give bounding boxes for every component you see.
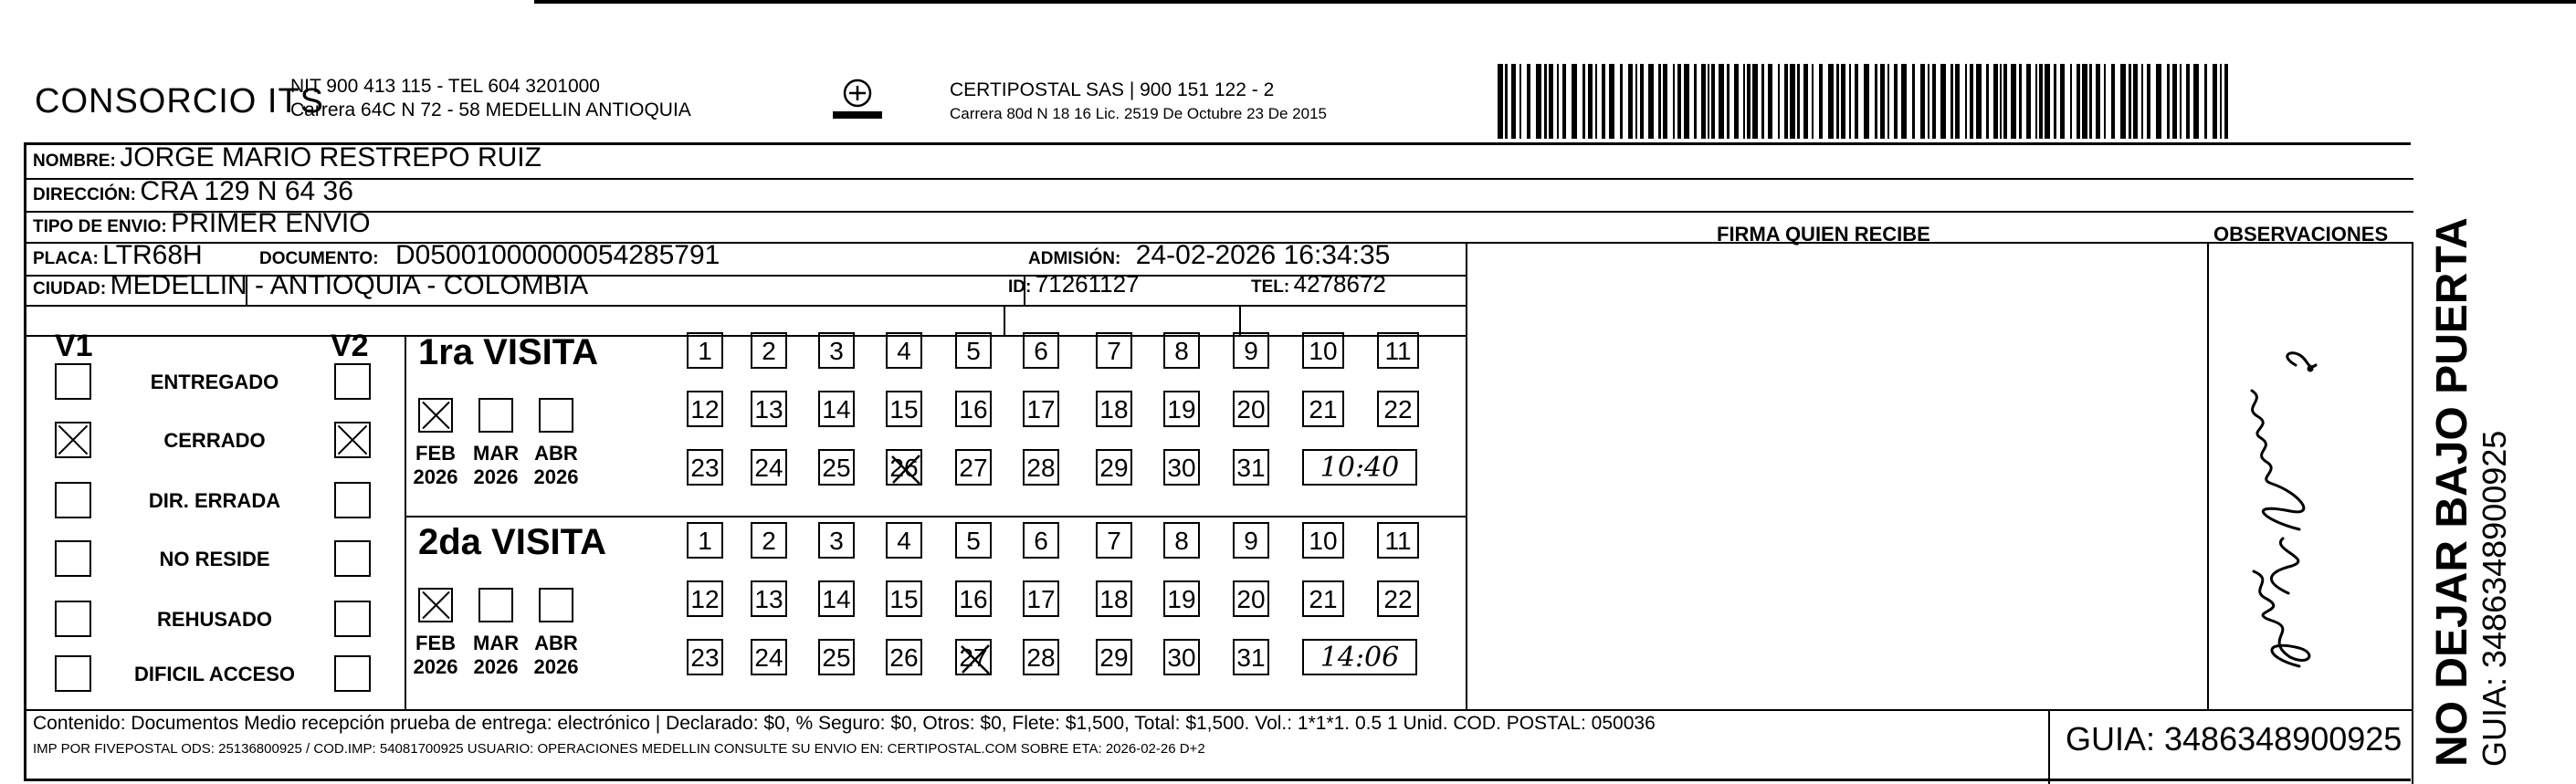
v1-checkbox[interactable] xyxy=(55,363,91,400)
barcode-bar xyxy=(2000,64,2002,139)
visit-time: 10:40 xyxy=(1302,449,1417,486)
day-box[interactable]: 2 xyxy=(751,332,787,369)
visit-title: 1ra VISITA xyxy=(418,332,599,372)
day-box[interactable]: 26 xyxy=(886,449,922,486)
barcode-bar xyxy=(1544,64,1547,139)
day-box[interactable]: 8 xyxy=(1163,332,1200,369)
firma-header: FIRMA QUIEN RECIBE xyxy=(1717,223,1930,246)
month-checkbox[interactable] xyxy=(478,588,513,622)
day-box[interactable]: 28 xyxy=(1023,639,1059,675)
certipostal-nit: CERTIPOSTAL SAS | 900 151 122 - 2 xyxy=(950,79,1275,100)
day-box[interactable]: 12 xyxy=(687,391,723,427)
barcode-bar xyxy=(1628,64,1633,139)
barcode xyxy=(1498,64,2228,139)
barcode-bar xyxy=(2026,64,2031,139)
nombre-label: NOMBRE: xyxy=(33,152,116,171)
barcode-bar xyxy=(1880,64,1885,139)
barcode-bar xyxy=(2133,64,2138,139)
day-box[interactable]: 23 xyxy=(687,449,723,486)
barcode-bar xyxy=(1797,64,1800,139)
barcode-bar xyxy=(2213,64,2217,139)
barcode-bar xyxy=(1609,64,1614,139)
day-box[interactable]: 29 xyxy=(1096,639,1132,675)
recipient-signature xyxy=(2208,265,2381,712)
placa-label: PLACA: xyxy=(33,249,99,268)
documento-label: DOCUMENTO: xyxy=(259,249,379,268)
footer-guia: GUIA: 3486348900925 xyxy=(2066,720,2403,758)
day-box[interactable]: 7 xyxy=(1096,332,1132,369)
day-box[interactable]: 25 xyxy=(818,449,855,486)
barcode-bar xyxy=(1993,64,1998,139)
barcode-bar xyxy=(1602,64,1605,139)
status-label: DIFICIL ACCESO xyxy=(133,663,295,685)
barcode-bar xyxy=(2054,64,2056,139)
month-checkbox[interactable] xyxy=(539,588,573,622)
v2-checkbox[interactable] xyxy=(334,540,371,577)
direccion-row xyxy=(33,176,353,207)
day-box[interactable]: 9 xyxy=(1233,522,1269,559)
day-box[interactable]: 22 xyxy=(1377,391,1419,427)
nombre-row xyxy=(33,142,541,173)
barcode-bar xyxy=(2045,64,2050,139)
barcode-bar xyxy=(1701,64,1706,139)
day-box[interactable]: 17 xyxy=(1023,391,1059,427)
day-box[interactable]: 3 xyxy=(818,522,855,559)
v2-checkbox[interactable] xyxy=(334,363,371,400)
barcode-bar xyxy=(1887,64,1889,139)
barcode-bar xyxy=(2156,64,2161,139)
barcode-bar xyxy=(1734,64,1739,139)
v1-checkbox[interactable] xyxy=(55,540,91,577)
direccion-value: CRA 129 N 64 36 xyxy=(140,176,353,206)
barcode-bar xyxy=(1663,64,1667,139)
v1-checkbox[interactable] xyxy=(55,601,91,637)
v2-checkbox[interactable] xyxy=(334,482,371,518)
day-box[interactable]: 9 xyxy=(1233,332,1269,369)
status-label: CERRADO xyxy=(163,429,266,452)
day-box[interactable]: 14 xyxy=(818,580,855,617)
day-box[interactable]: 15 xyxy=(886,580,922,617)
barcode-bar xyxy=(1932,64,1936,139)
barcode-bar xyxy=(1588,64,1593,139)
v2-header: V2 xyxy=(331,329,369,363)
v1-header: V1 xyxy=(55,329,93,363)
month-label: MAR 2026 xyxy=(473,632,520,678)
ciudad-value: MEDELLIN - ANTIOQUIA - COLOMBIA xyxy=(110,270,589,300)
month-label: FEB 2026 xyxy=(413,632,458,678)
barcode-bar xyxy=(1950,64,1953,139)
barcode-bar xyxy=(1901,64,1907,139)
barcode-bar xyxy=(2204,64,2207,139)
day-box[interactable]: 26 xyxy=(886,639,922,675)
side-notice xyxy=(2429,217,2513,767)
day-box[interactable]: 23 xyxy=(687,639,723,675)
day-box[interactable]: 20 xyxy=(1233,391,1269,427)
admision-value: 24-02-2026 16:34:35 xyxy=(1135,240,1391,270)
barcode-bar xyxy=(1677,64,1681,139)
barcode-bar xyxy=(1940,64,1946,139)
day-box[interactable]: 4 xyxy=(886,332,922,369)
barcode-bar xyxy=(2019,64,2022,139)
side-notice-title: NO DEJAR BAJO PUERTA xyxy=(2428,217,2476,767)
id-value: 71261127 xyxy=(1035,270,1140,298)
barcode-bar xyxy=(1519,64,1521,139)
company-address: Carrera 64C N 72 - 58 MEDELLIN ANTIOQUIA xyxy=(290,99,691,120)
day-x-mark xyxy=(959,643,992,675)
nombre-value: JORGE MARIO RESTREPO RUIZ xyxy=(120,142,541,172)
barcode-bar xyxy=(1912,64,1915,139)
day-box[interactable]: 18 xyxy=(1096,580,1132,617)
id-label: ID: xyxy=(1008,277,1032,297)
company-name: CONSORCIO ITS xyxy=(35,82,325,120)
barcode-bar xyxy=(1648,64,1654,139)
barcode-bar xyxy=(1708,64,1709,139)
day-box[interactable]: 31 xyxy=(1233,639,1269,675)
documento-value: D05001000000054285791 xyxy=(395,240,720,270)
barcode-bar xyxy=(1640,64,1644,139)
barcode-bar xyxy=(1875,64,1877,139)
day-box[interactable]: 12 xyxy=(687,580,723,617)
barcode-bar xyxy=(1986,64,1989,139)
barcode-bar xyxy=(1976,64,1982,139)
month-checkbox[interactable] xyxy=(478,398,513,433)
month-checkbox[interactable] xyxy=(418,588,453,622)
status-label: NO RESIDE xyxy=(159,548,270,570)
barcode-bar xyxy=(2193,64,2199,139)
barcode-bar xyxy=(1549,64,1553,139)
tel-label: TEL: xyxy=(1251,277,1290,297)
day-box[interactable]: 16 xyxy=(955,391,992,427)
barcode-bar xyxy=(1970,64,1973,139)
barcode-bar xyxy=(1562,64,1566,139)
ciudad-row xyxy=(33,270,588,301)
day-box[interactable]: 5 xyxy=(955,332,992,369)
barcode-bar xyxy=(2011,64,2016,139)
placa-value: LTR68H xyxy=(102,240,203,270)
barcode-bar xyxy=(1658,64,1661,139)
barcode-bar xyxy=(1928,64,1929,139)
day-box[interactable]: 24 xyxy=(751,639,787,675)
tel-row xyxy=(1251,270,1386,298)
barcode-bar xyxy=(2129,64,2131,139)
top-rule xyxy=(534,0,2576,4)
barcode-bar xyxy=(1752,64,1758,139)
barcode-bar xyxy=(2060,64,2065,139)
barcode-bar xyxy=(1719,64,1724,139)
ciudad-label: CIUDAD: xyxy=(33,279,107,298)
day-box[interactable]: 13 xyxy=(751,391,787,427)
barcode-bar xyxy=(2147,64,2150,139)
placa-row xyxy=(33,240,203,271)
observaciones-header: OBSERVACIONES xyxy=(2213,223,2389,246)
barcode-bar xyxy=(1920,64,1925,139)
day-box[interactable]: 20 xyxy=(1233,580,1269,617)
tipo-label: TIPO DE ENVIO: xyxy=(33,217,167,236)
day-box[interactable]: 7 xyxy=(1096,522,1132,559)
day-box[interactable]: 4 xyxy=(886,522,922,559)
day-box[interactable]: 30 xyxy=(1163,639,1200,675)
side-guia: GUIA: 3486348900925 xyxy=(2476,430,2513,767)
barcode-bar xyxy=(1803,64,1808,139)
documento-row xyxy=(259,240,720,271)
barcode-bar xyxy=(1965,64,1967,139)
barcode-bar xyxy=(1894,64,1898,139)
day-box[interactable]: 11 xyxy=(1377,332,1419,369)
visit-title: 2da VISITA xyxy=(418,522,606,562)
barcode-bar xyxy=(2186,64,2190,139)
form-frame xyxy=(24,142,2411,781)
barcode-bar xyxy=(1761,64,1764,139)
barcode-bar xyxy=(2082,64,2087,139)
barcode-bar xyxy=(1498,64,1503,139)
barcode-bar xyxy=(2039,64,2043,139)
barcode-bar xyxy=(2167,64,2170,139)
day-box[interactable]: 13 xyxy=(751,580,787,617)
admision-row xyxy=(1028,240,1390,271)
day-box[interactable]: 22 xyxy=(1377,580,1419,617)
day-box[interactable]: 21 xyxy=(1302,580,1344,617)
day-box[interactable]: 25 xyxy=(818,639,855,675)
day-box[interactable]: 31 xyxy=(1233,449,1269,486)
day-box[interactable]: 10 xyxy=(1302,332,1344,369)
barcode-bar xyxy=(1727,64,1730,139)
day-box[interactable]: 5 xyxy=(955,522,992,559)
barcode-bar xyxy=(1864,64,1869,139)
direccion-label: DIRECCIÓN: xyxy=(33,185,136,204)
barcode-bar xyxy=(1635,64,1637,139)
barcode-bar xyxy=(2089,64,2092,139)
barcode-bar xyxy=(1828,64,1834,139)
barcode-bar xyxy=(1620,64,1623,139)
day-box[interactable]: 3 xyxy=(818,332,855,369)
barcode-bar xyxy=(2172,64,2177,139)
barcode-bar xyxy=(1855,64,1858,139)
barcode-bar xyxy=(2003,64,2007,139)
barcode-bar xyxy=(1790,64,1795,139)
day-box[interactable]: 11 xyxy=(1377,522,1419,559)
barcode-bar xyxy=(1511,64,1516,139)
barcode-bar xyxy=(1778,64,1780,139)
barcode-bar xyxy=(1819,64,1823,139)
barcode-bar xyxy=(1743,64,1745,139)
certipostal-license: Carrera 80d N 18 16 Lic. 2519 De Octubre 23 De 2015 xyxy=(950,105,1327,122)
barcode-bar xyxy=(2120,64,2126,139)
barcode-bar xyxy=(1684,64,1689,139)
day-box[interactable]: 19 xyxy=(1163,580,1200,617)
v1-checkbox[interactable] xyxy=(55,655,91,692)
barcode-bar xyxy=(1595,64,1597,139)
day-box[interactable]: 28 xyxy=(1023,449,1059,486)
v1-checkbox[interactable] xyxy=(55,422,91,458)
day-box[interactable]: 19 xyxy=(1163,391,1200,427)
month-label: MAR 2026 xyxy=(473,442,520,488)
certipostal-info xyxy=(950,78,1327,126)
company-nit: NIT 900 413 115 - TEL 604 3201000 xyxy=(290,76,600,97)
id-row xyxy=(1008,270,1140,298)
month-label: ABR 2026 xyxy=(533,632,579,678)
visit-time: 14:06 xyxy=(1302,639,1417,675)
day-x-mark xyxy=(889,453,922,486)
day-box[interactable]: 27 xyxy=(955,639,992,675)
barcode-bar xyxy=(2141,64,2143,139)
barcode-bar xyxy=(1527,64,1530,139)
barcode-bar xyxy=(2180,64,2182,139)
month-label: FEB 2026 xyxy=(413,442,458,488)
status-label: REHUSADO xyxy=(157,608,272,631)
tel-value: 4278672 xyxy=(1293,270,1386,298)
certipostal-logo xyxy=(829,77,886,124)
barcode-bar xyxy=(1747,64,1751,139)
barcode-bar xyxy=(1836,64,1839,139)
status-label: DIR. ERRADA xyxy=(148,489,281,512)
barcode-bar xyxy=(2220,64,2222,139)
barcode-bar xyxy=(2104,64,2106,139)
day-box[interactable]: 15 xyxy=(886,391,922,427)
day-box[interactable]: 27 xyxy=(955,449,992,486)
barcode-bar xyxy=(1582,64,1585,139)
day-box[interactable]: 18 xyxy=(1096,391,1132,427)
barcode-bar xyxy=(1505,64,1508,139)
day-box[interactable]: 1 xyxy=(687,522,723,559)
barcode-bar xyxy=(2077,64,2080,139)
day-box[interactable]: 16 xyxy=(955,580,992,617)
day-box[interactable]: 10 xyxy=(1302,522,1344,559)
day-box[interactable]: 1 xyxy=(687,332,723,369)
barcode-bar xyxy=(1572,64,1577,139)
footer-content: Contenido: Documentos Medio recepción prueba de entrega: electrónico | Declarado: $0, % Seguro: $0, Otros: $0, Flete: $1,500, Total: $1,500. Vol.: 1*1*1. 0.5 1 Unid. COD. POSTAL: 050036 xyxy=(33,713,1656,734)
barcode-bar xyxy=(1784,64,1788,139)
barcode-bar xyxy=(1955,64,1960,139)
month-checkbox[interactable] xyxy=(539,398,573,433)
day-box[interactable]: 30 xyxy=(1163,449,1200,486)
barcode-bar xyxy=(2111,64,2115,139)
tipo-row xyxy=(33,208,371,239)
barcode-bar xyxy=(1841,64,1845,139)
barcode-bar xyxy=(1711,64,1715,139)
v1-checkbox[interactable] xyxy=(55,482,91,518)
v2-checkbox[interactable] xyxy=(334,601,371,637)
footer-print-info: IMP POR FIVEPOSTAL ODS: 25136800925 / COD.IMP: 54081700925 USUARIO: OPERACIONES MEDELLIN CONSULTE SU ENVIO EN: CERTIPOSTAL.COM SOBRE ETA: 2026-02-26 D+2 xyxy=(33,741,1205,757)
v2-checkbox[interactable] xyxy=(334,422,371,458)
barcode-bar xyxy=(1694,64,1697,139)
barcode-bar xyxy=(1812,64,1814,139)
day-box[interactable]: 8 xyxy=(1163,522,1200,559)
day-box[interactable]: 29 xyxy=(1096,449,1132,486)
barcode-bar xyxy=(1536,64,1541,139)
admision-label: ADMISIÓN: xyxy=(1028,249,1121,268)
day-box[interactable]: 21 xyxy=(1302,391,1344,427)
barcode-bar xyxy=(2096,64,2100,139)
month-label: ABR 2026 xyxy=(533,442,579,488)
barcode-bar xyxy=(2224,64,2228,139)
v2-checkbox[interactable] xyxy=(334,655,371,692)
day-box[interactable]: 24 xyxy=(751,449,787,486)
status-label: ENTREGADO xyxy=(150,371,279,393)
day-box[interactable]: 6 xyxy=(1023,522,1059,559)
barcode-bar xyxy=(2070,64,2072,139)
day-box[interactable]: 14 xyxy=(818,391,855,427)
tipo-value: PRIMER ENVIO xyxy=(171,208,371,238)
barcode-bar xyxy=(2035,64,2037,139)
day-box[interactable]: 2 xyxy=(751,522,787,559)
barcode-bar xyxy=(1849,64,1851,139)
month-checkbox[interactable] xyxy=(418,398,453,433)
day-box[interactable]: 6 xyxy=(1023,332,1059,369)
barcode-bar xyxy=(1673,64,1675,139)
day-box[interactable]: 17 xyxy=(1023,580,1059,617)
barcode-bar xyxy=(1557,64,1559,139)
barcode-bar xyxy=(1768,64,1772,139)
company-info xyxy=(290,75,691,122)
